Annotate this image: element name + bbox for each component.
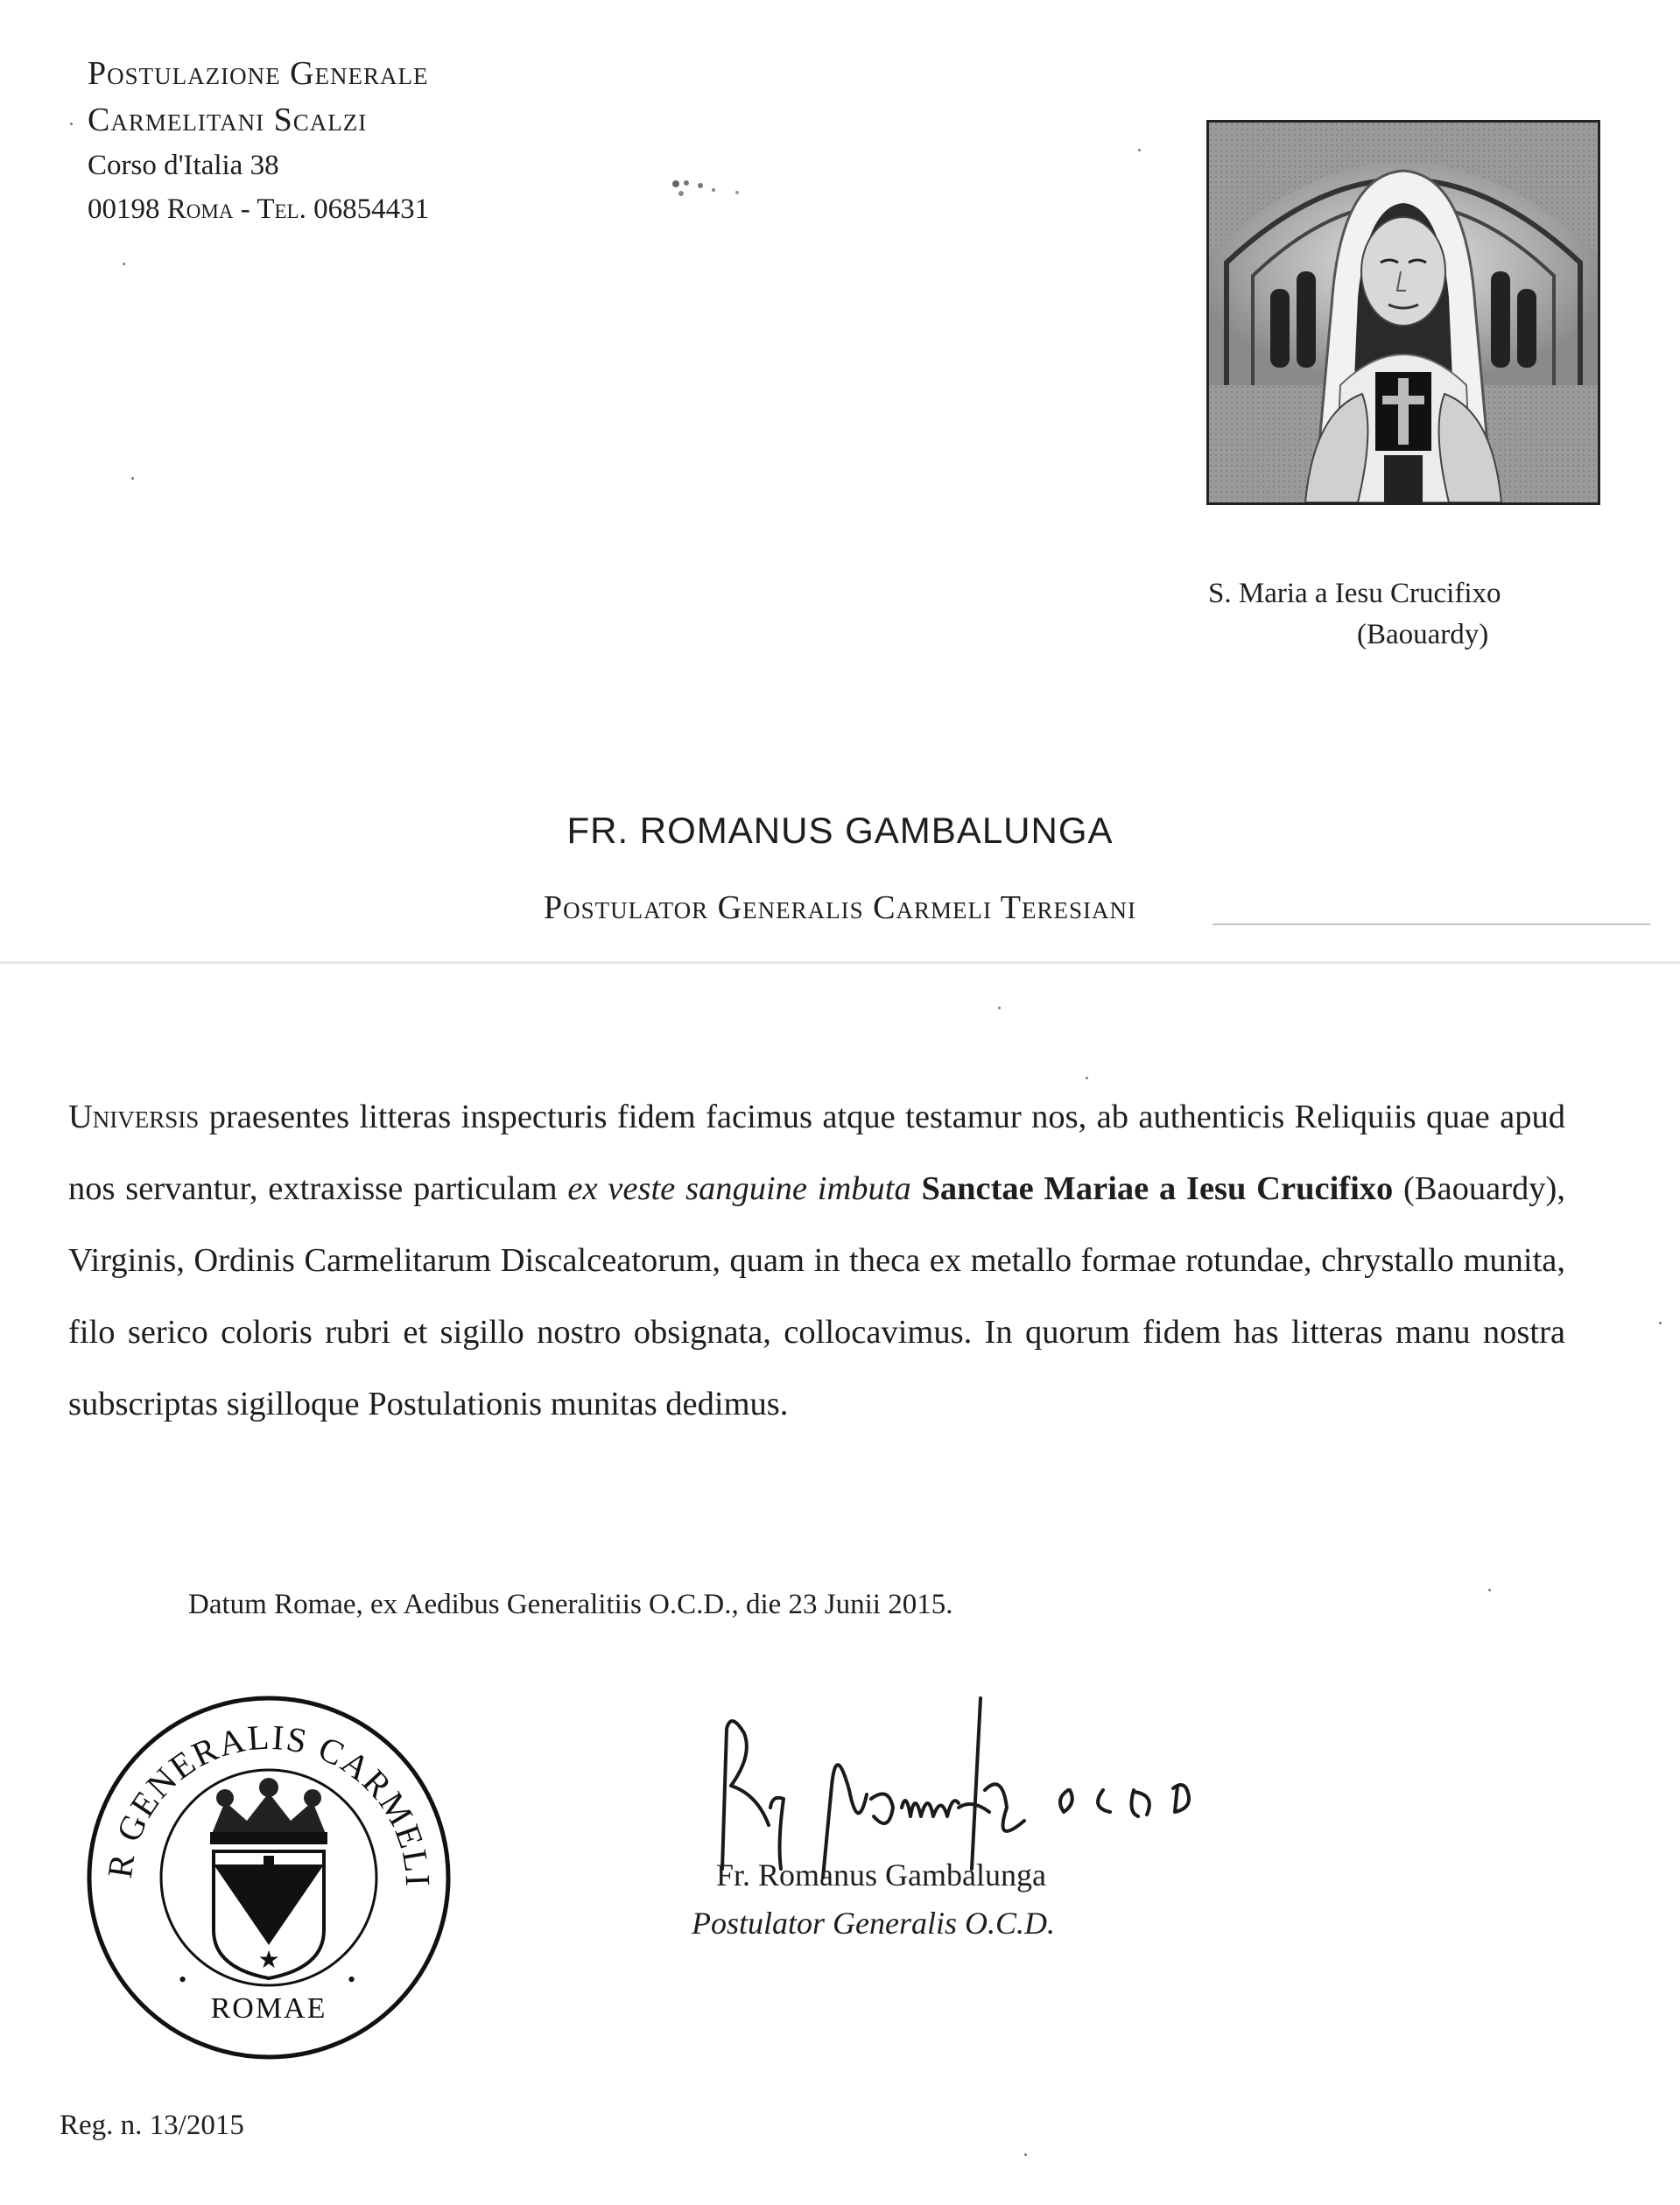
svg-text:POSTULATOR GENERALIS CARMELI T: R GENERALIS CARMELI xyxy=(99,1717,439,1889)
postal-code: 00198 xyxy=(88,193,167,225)
body-text-3: (Baouardy), Virginis, Ordinis Carmelitarum Discalceatorum, quam in theca ex metallo formae rotundae, chrystallo munita, filo serico coloris rubri et sigillo nostro obsignata, collocavimus. In quorum fidem has litteras manu nostra subscriptas sigilloque Postulationis munitas dedimus. xyxy=(68,1170,1565,1422)
postulation-seal xyxy=(81,1689,457,2066)
registration-number: Reg. n. 13/2015 xyxy=(60,2110,244,2141)
certificate-body xyxy=(68,1081,1565,1440)
svg-text:•: • xyxy=(348,1967,356,1992)
separator: - xyxy=(233,193,257,225)
tel-number: 06854431 xyxy=(306,193,430,225)
issuer-title: Postulator Generalis Carmeli Teresiani xyxy=(544,889,1136,926)
issuer-name: FR. ROMANUS GAMBALUNGA xyxy=(566,810,1114,851)
body-text-2 xyxy=(911,1170,922,1207)
caption-surname: (Baouardy) xyxy=(1357,619,1489,650)
portrait-caption xyxy=(1208,573,1558,656)
tel-label: Tel. xyxy=(257,193,306,225)
letterhead-line1: Postulazione Generale xyxy=(88,55,429,92)
scan-speck xyxy=(998,1007,1001,1009)
saint-portrait-image xyxy=(1206,120,1600,505)
svg-text:★: ★ xyxy=(225,1914,248,1941)
letterhead-city-line xyxy=(88,187,429,231)
scan-speck xyxy=(131,477,134,480)
date-line: Datum Romae, ex Aedibus Generalitiis O.C.D., die 23 Junii 2015. xyxy=(188,1589,953,1620)
saint-name-bold: Sanctae Mariae a Iesu Crucifixo xyxy=(921,1170,1394,1207)
city: Roma xyxy=(166,193,234,225)
signatory-block xyxy=(692,1851,1056,1948)
body-text-1: praesentes litteras inspecturis fidem facimus atque testamur nos, ab authenticis Reliquiis quae apud nos servantur, extraxisse particulam xyxy=(68,1099,1565,1207)
caption-name: S. Maria a Iesu Crucifixo xyxy=(1208,578,1501,609)
letterhead xyxy=(88,51,429,231)
signatory-title: Postulator Generalis O.C.D. xyxy=(692,1906,1056,1941)
scan-speck xyxy=(70,123,73,125)
svg-text:ROMAE: ROMAE xyxy=(210,1992,327,2025)
decorative-line xyxy=(1213,923,1650,925)
scan-speck xyxy=(1659,1322,1662,1324)
signatory-name: Fr. Romanus Gambalunga xyxy=(716,1857,1046,1893)
fold-line xyxy=(0,961,1680,964)
scan-smudge xyxy=(665,171,744,210)
scan-speck xyxy=(1138,149,1141,151)
svg-text:★: ★ xyxy=(290,1914,313,1941)
letterhead-street: Corso d'Italia 38 xyxy=(88,150,279,181)
body-italic-phrase: ex veste sanguine imbuta xyxy=(567,1170,911,1207)
letterhead-line2: Carmelitani Scalzi xyxy=(88,102,368,138)
svg-text:•: • xyxy=(179,1967,187,1992)
scan-speck xyxy=(1488,1589,1491,1591)
scan-speck xyxy=(1086,1077,1088,1079)
scan-speck xyxy=(1024,2153,1027,2156)
svg-text:★: ★ xyxy=(257,1947,280,1974)
body-lead-word: Universis xyxy=(68,1099,200,1135)
scan-speck xyxy=(123,263,125,265)
